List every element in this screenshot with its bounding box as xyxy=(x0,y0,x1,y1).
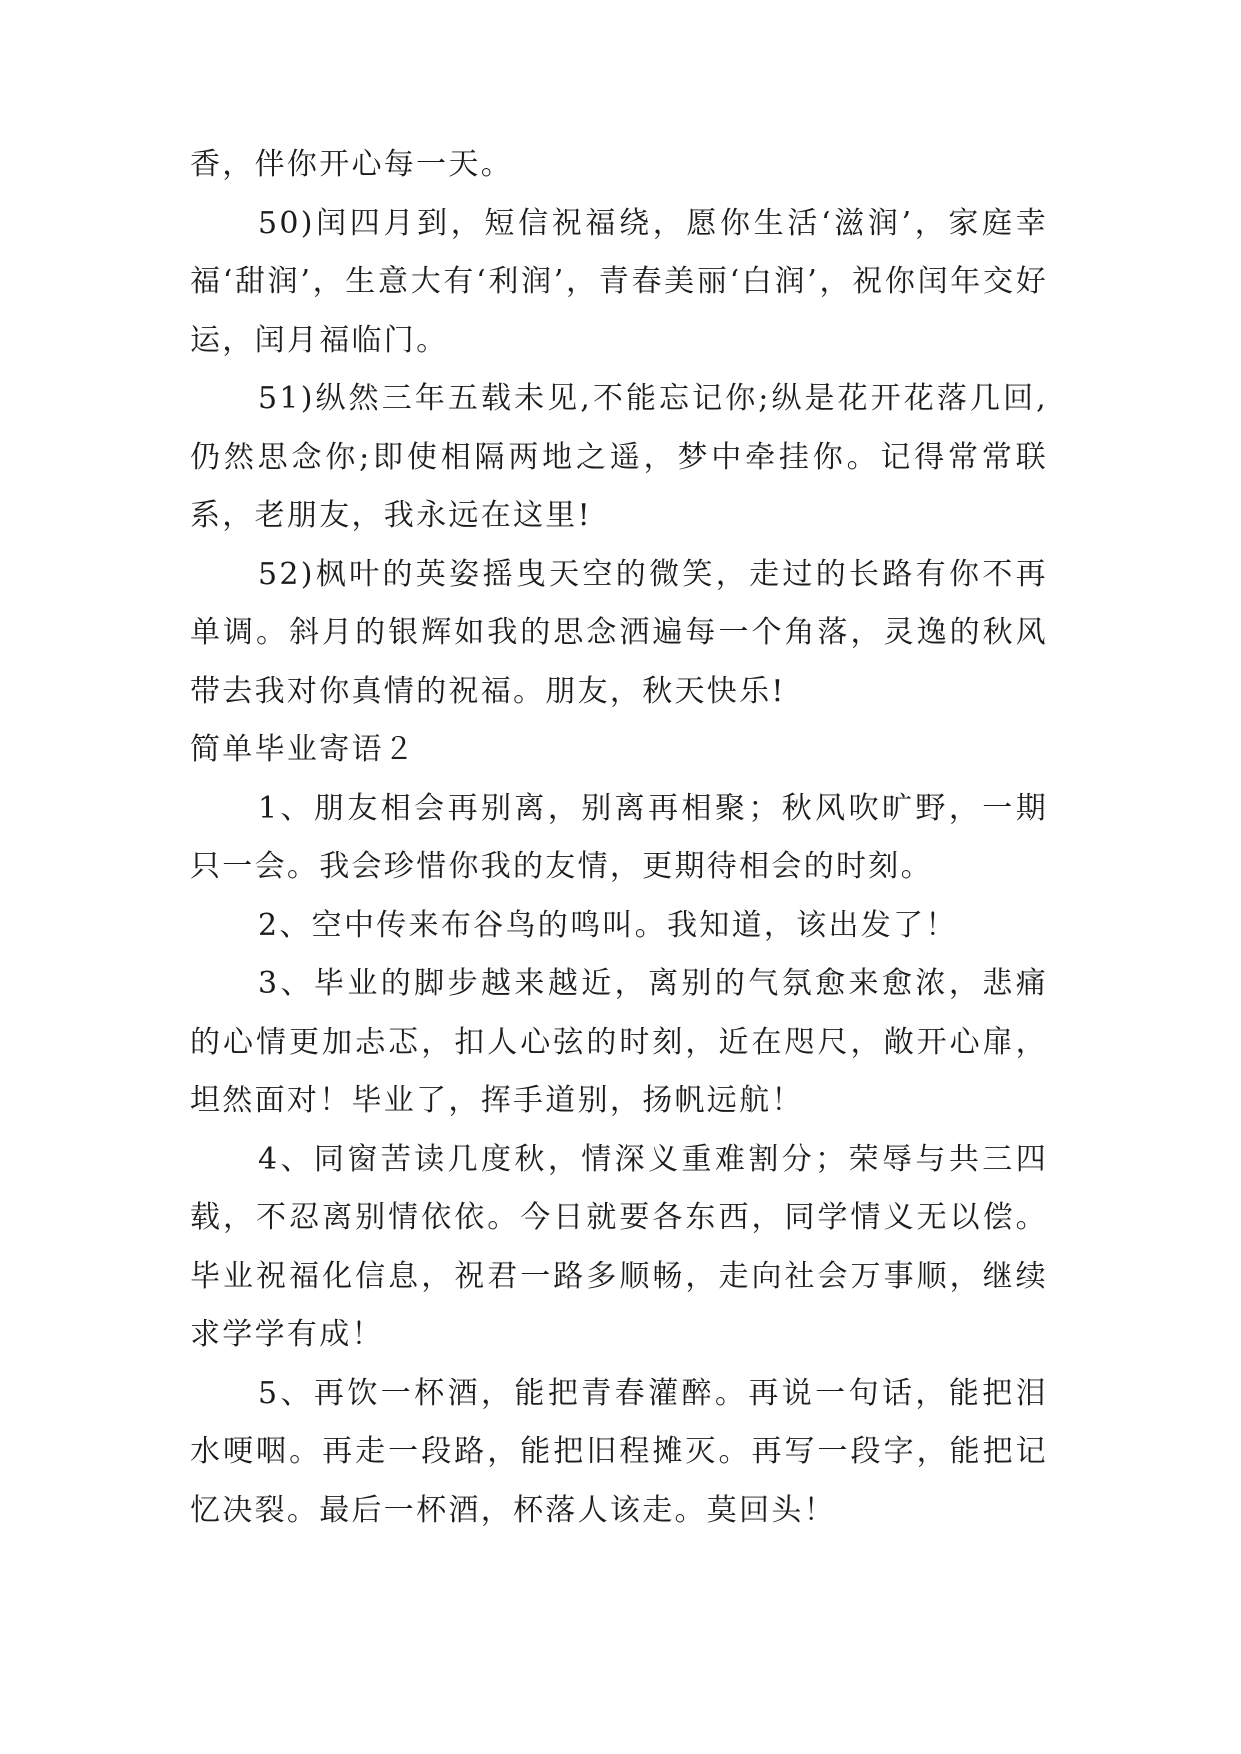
paragraph-51: 51)纵然三年五载未见,不能忘记你;纵是花开花落几回,仍然思念你;即使相隔两地之遥，梦中牵挂你。记得常常联系，老朋友，我永远在这里! xyxy=(190,381,1048,533)
paragraph-50: 50)闰四月到，短信祝福绕，愿你生活‘滋润’，家庭幸福‘甜润’，生意大有‘利润’，青春美丽‘白润’，祝你闰年交好运，闰月福临门。 xyxy=(190,205,1048,358)
paragraph-item-1: 1、朋友相会再别离，别离再相聚；秋风吹旷野，一期只一会。我会珍惜你我的友情，更期待相会的时刻。 xyxy=(190,790,1048,884)
paragraph-continuation: 香，伴你开心每一天。 xyxy=(190,147,513,182)
document-page xyxy=(190,136,1048,1540)
paragraph-item-4: 4、同窗苦读几度秋，情深义重难割分；荣辱与共三四载，不忍离别情依依。今日就要各东西，同学情义无以偿。毕业祝福化信息，祝君一路多顺畅，走向社会万事顺，继续求学学有成！ xyxy=(190,1141,1048,1352)
paragraph-item-2: 2、空中传来布谷鸟的鸣叫。我知道，该出发了！ xyxy=(258,907,958,943)
section-heading: 简单毕业寄语２ xyxy=(190,732,417,767)
paragraph-item-5: 5、再饮一杯酒，能把青春灌醉。再说一句话，能把泪水哽咽。再走一段路，能把旧程摊灭。再写一段字，能把记忆决裂。最后一杯酒，杯落人该走。莫回头！ xyxy=(190,1375,1048,1528)
paragraph-52: 52)枫叶的英姿摇曳天空的微笑，走过的长路有你不再单调。斜月的银辉如我的思念洒遍每一个角落，灵逸的秋风带去我对你真情的祝福。朋友，秋天快乐! xyxy=(190,556,1048,709)
paragraph-item-3: 3、毕业的脚步越来越近，离别的气氛愈来愈浓，悲痛的心情更加忐忑，扣人心弦的时刻，近在咫尺，敞开心扉，坦然面对！毕业了，挥手道别，扬帆远航！ xyxy=(190,966,1048,1118)
